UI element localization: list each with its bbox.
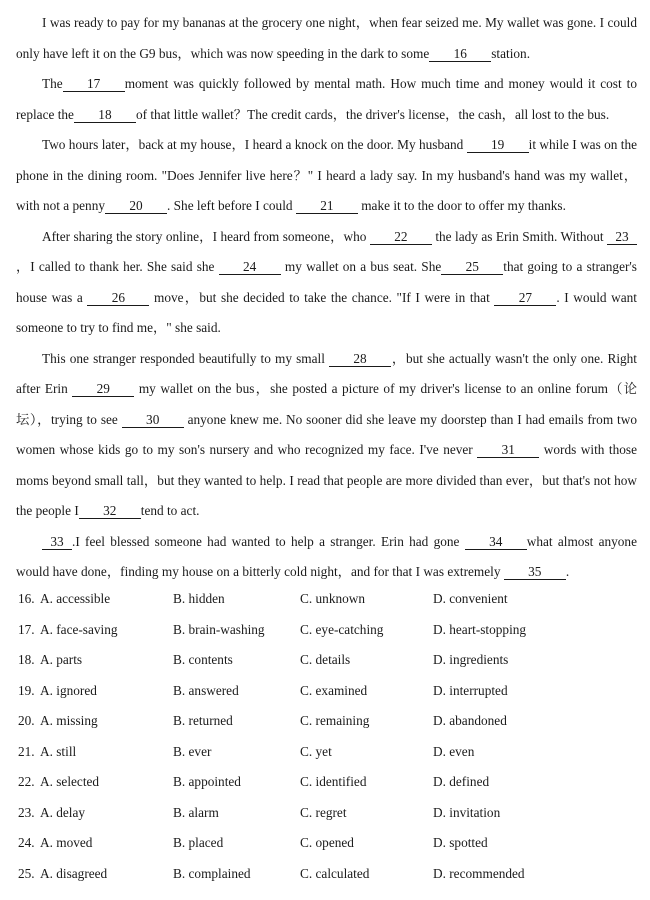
- passage-text: ，I called to thank her. She said she: [16, 259, 219, 274]
- option-b[interactable]: B. brain-washing: [173, 621, 265, 637]
- question-row: [18, 682, 638, 713]
- blank-18: 18: [74, 108, 136, 123]
- question-row: [18, 712, 638, 743]
- passage-text: .: [565, 564, 570, 579]
- question-number: 24.: [18, 835, 35, 850]
- option-d[interactable]: D. defined: [433, 774, 490, 789]
- option-a[interactable]: A. delay: [40, 804, 86, 820]
- question-row: [18, 865, 638, 896]
- passage-paragraph: [16, 222, 637, 344]
- option-d[interactable]: D. spotted: [433, 835, 488, 850]
- passage-text: my wallet on the bus，she posted a picture of my driver's license to an online forum（论坛），trying to see: [16, 381, 637, 427]
- option-d[interactable]: D. invitation: [433, 804, 501, 820]
- passage-text: After sharing the story online，I heard from someone，who: [42, 228, 370, 244]
- option-a[interactable]: A. still: [40, 743, 77, 759]
- question-row: [18, 804, 638, 835]
- blank-31: 31: [477, 443, 539, 458]
- passage-text: words with those moms beyond small tall，but they wanted to help. I read that people are more divided than ever，but that's not how the people I: [16, 442, 637, 518]
- option-a[interactable]: A. accessible: [40, 591, 111, 606]
- passage-text: .I feel blessed someone had wanted to help a stranger. Erin had gone: [72, 533, 465, 549]
- option-d[interactable]: D. heart-stopping: [433, 621, 527, 637]
- passage-text: anyone knew me. No sooner did she leave my doorstep than I had emails from two women whose kids go to my son's nursery and who recognized my face. I've never: [16, 411, 637, 457]
- question-number: 22.: [18, 774, 35, 789]
- passage-text: tend to act.: [140, 503, 200, 518]
- option-a[interactable]: A. disagreed: [40, 865, 108, 881]
- passage-text: make it to the door to offer my thanks.: [357, 198, 566, 213]
- passage-text: I was ready to pay for my bananas at the grocery one night，when fear seized me. My wallet was gone. I could only have left it on the G9 bus，which was now speeding in the dark to some: [16, 15, 637, 61]
- passage-text: station.: [491, 45, 531, 61]
- blank-17: 17: [63, 77, 125, 92]
- passage-paragraph: [16, 69, 637, 130]
- blank-24: 24: [219, 260, 281, 275]
- question-number: 20.: [18, 713, 35, 728]
- cloze-passage: [16, 8, 637, 588]
- blank-19: 19: [467, 138, 529, 153]
- option-a[interactable]: A. selected: [40, 774, 100, 789]
- option-c[interactable]: C. calculated: [300, 865, 370, 881]
- blank-25: 25: [441, 260, 503, 275]
- option-d[interactable]: D. abandoned: [433, 713, 507, 728]
- option-c[interactable]: C. unknown: [300, 591, 366, 606]
- passage-paragraph: [16, 527, 637, 588]
- question-number: 18.: [18, 652, 35, 667]
- passage-text: moment was quickly followed by mental math. How much time and money would it cost to replace the: [16, 76, 637, 122]
- passage-text: it while I was on the phone in the dining room. "Does Jennifer live here？" I heard a lady say. In my husband's hand was my wallet，with not a penny: [16, 137, 638, 213]
- option-b[interactable]: B. alarm: [173, 804, 219, 820]
- option-b[interactable]: B. ever: [173, 743, 212, 759]
- question-row: [18, 773, 638, 804]
- question-number: 25.: [18, 865, 35, 881]
- blank-20: 20: [105, 199, 167, 214]
- option-a[interactable]: A. ignored: [40, 682, 97, 698]
- passage-text: that going to a stranger's house was a: [16, 259, 637, 305]
- option-a[interactable]: A. face-saving: [40, 621, 118, 637]
- passage-text: the lady as Erin Smith. Without: [431, 228, 607, 244]
- option-c[interactable]: C. examined: [300, 682, 368, 698]
- passage-text: This one stranger responded beautifully to my small: [42, 350, 330, 366]
- question-number: 23.: [18, 804, 35, 820]
- question-row: [18, 621, 638, 652]
- option-b[interactable]: B. contents: [173, 652, 233, 667]
- answer-options: [18, 590, 638, 895]
- blank-35: 35: [504, 565, 566, 580]
- blank-21: 21: [296, 199, 358, 214]
- passage-text: . She left before I could: [167, 198, 296, 213]
- passage-text: move，but she decided to take the chance. "If I were in that: [149, 289, 495, 305]
- option-a[interactable]: A. parts: [40, 652, 83, 667]
- question-number: 21.: [18, 743, 35, 759]
- passage-paragraph: [16, 130, 637, 222]
- option-c[interactable]: C. eye-catching: [300, 621, 384, 637]
- passage-text: Two hours later，back at my house，I heard a knock on the door. My husband: [42, 137, 467, 152]
- passage-text: ，but she actually wasn't the only one. Right after Erin: [16, 350, 638, 396]
- blank-33: 33: [42, 535, 72, 550]
- passage-text: . I would want someone to try to find me，" she said.: [16, 289, 637, 335]
- option-b[interactable]: B. complained: [173, 865, 251, 881]
- blank-16: 16: [429, 47, 491, 62]
- option-d[interactable]: D. ingredients: [433, 652, 509, 667]
- option-b[interactable]: B. returned: [173, 713, 233, 728]
- option-d[interactable]: D. interrupted: [433, 682, 508, 698]
- passage-text: The: [42, 76, 63, 91]
- option-b[interactable]: B. placed: [173, 835, 224, 850]
- question-number: 17.: [18, 621, 35, 637]
- blank-27: 27: [494, 291, 556, 306]
- question-number: 19.: [18, 682, 35, 698]
- option-d[interactable]: D. recommended: [433, 865, 525, 881]
- option-d[interactable]: D. even: [433, 743, 475, 759]
- option-c[interactable]: C. remaining: [300, 713, 370, 728]
- passage-text: of that little wallet？The credit cards，the driver's license，the cash，all lost to the bus.: [135, 106, 610, 122]
- blank-30: 30: [122, 413, 184, 428]
- question-row: [18, 590, 638, 621]
- passage-text: what almost anyone would have done，finding my house on a bitterly cold night，and for that I was extremely: [16, 533, 637, 579]
- option-c[interactable]: C. opened: [300, 835, 354, 850]
- question-number: 16.: [18, 591, 35, 606]
- passage-paragraph: [16, 344, 637, 527]
- blank-28: 28: [329, 352, 391, 367]
- blank-32: 32: [79, 504, 141, 519]
- option-b[interactable]: B. answered: [173, 682, 239, 698]
- option-d[interactable]: D. convenient: [433, 591, 508, 606]
- option-a[interactable]: A. moved: [40, 835, 93, 850]
- blank-34: 34: [465, 535, 527, 550]
- passage-text: my wallet on a bus seat. She: [280, 259, 442, 274]
- option-c[interactable]: C. details: [300, 652, 351, 667]
- option-c[interactable]: C. regret: [300, 804, 347, 820]
- blank-23: 23: [607, 230, 637, 245]
- option-c[interactable]: C. identified: [300, 774, 367, 789]
- blank-26: 26: [87, 291, 149, 306]
- passage-paragraph: [16, 8, 637, 69]
- question-row: [18, 743, 638, 774]
- question-row: [18, 834, 638, 865]
- option-b[interactable]: B. hidden: [173, 591, 225, 606]
- option-c[interactable]: C. yet: [300, 743, 332, 759]
- option-b[interactable]: B. appointed: [173, 774, 241, 789]
- question-row: [18, 651, 638, 682]
- option-a[interactable]: A. missing: [40, 713, 98, 728]
- blank-22: 22: [370, 230, 432, 245]
- blank-29: 29: [72, 382, 134, 397]
